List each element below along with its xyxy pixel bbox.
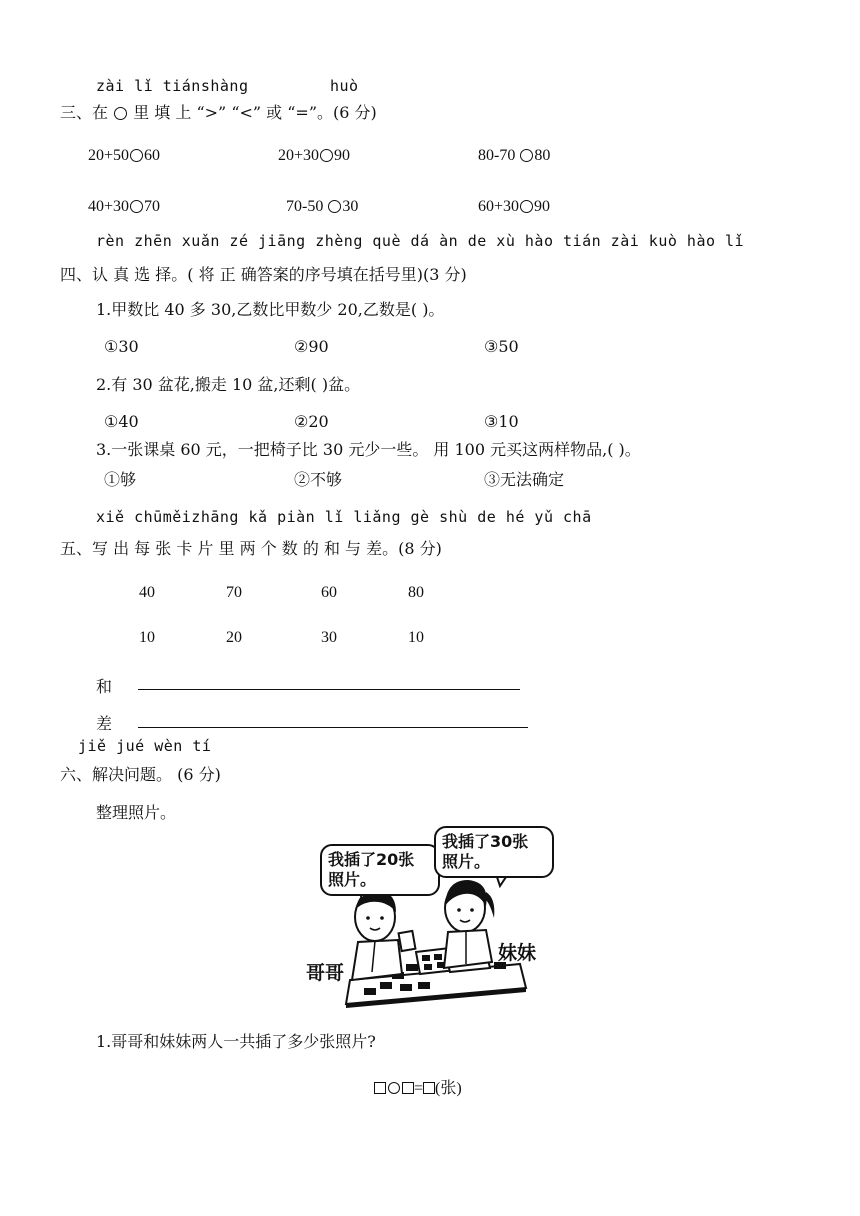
section6-intro: 整理照片。 xyxy=(96,803,177,822)
card-2-top: 70 xyxy=(226,584,242,601)
option-2b[interactable]: ②20 xyxy=(294,412,329,431)
diff-answer-line[interactable] xyxy=(138,727,528,728)
card-4-bottom: 10 xyxy=(408,629,424,646)
sum-answer-line[interactable] xyxy=(138,689,520,690)
bubble-right-line-2: 照片。 xyxy=(442,852,491,871)
answer-circle[interactable] xyxy=(130,200,143,213)
label-sister: 妹妹 xyxy=(498,942,537,964)
label-brother: 哥哥 xyxy=(306,962,345,984)
compare-problem-1: 20+50 60 xyxy=(88,147,161,164)
option-3a[interactable]: ①够 xyxy=(104,470,137,489)
bubble-left-line-2: 照片。 xyxy=(328,870,377,889)
answer-equation xyxy=(374,1075,462,1098)
section6-heading: 六、解决问题。 (6 分) xyxy=(60,765,221,784)
answer-circle[interactable] xyxy=(328,200,341,213)
answer-circle[interactable] xyxy=(520,200,533,213)
section5-pinyin: xiě chūměizhāng kǎ piàn lǐ liǎng gè shù de hé yǔ chā xyxy=(96,508,592,526)
question-2: 2.有 30 盆花,搬走 10 盆,还剩( )盆。 xyxy=(96,375,361,394)
option-1b[interactable]: ②90 xyxy=(294,337,329,356)
section3-pinyin-a: zài lǐ tiánshàng xyxy=(96,77,249,95)
answer-circle[interactable] xyxy=(520,149,533,162)
circle-icon xyxy=(114,107,127,120)
option-1a[interactable]: ①30 xyxy=(104,337,139,356)
speech-bubble-right xyxy=(434,826,554,878)
operator-circle[interactable] xyxy=(388,1082,400,1094)
sum-label: 和 xyxy=(96,677,113,696)
photo-sorting-illustration xyxy=(300,822,560,1010)
card-2-bottom: 20 xyxy=(226,629,242,646)
question-3: 3.一张课桌 60 元，一把椅子比 30 元少一些。 用 100 元买这两样物品,( )。 xyxy=(96,440,641,459)
speech-bubble-left xyxy=(320,844,440,896)
section4-pinyin: rèn zhēn xuǎn zé jiāng zhèng què dá àn de xù hào tián zài kuò hào lǐ xyxy=(96,232,745,250)
section3-heading-suffix: 里 填 上 “>” “<” 或 “=”。(6 分) xyxy=(133,103,377,122)
option-2c[interactable]: ③10 xyxy=(484,412,519,431)
option-1c[interactable]: ③50 xyxy=(484,337,519,356)
answer-circle[interactable] xyxy=(320,149,333,162)
compare-problem-6: 60+30 90 xyxy=(478,198,551,215)
option-2a[interactable]: ①40 xyxy=(104,412,139,431)
section4-heading: 四、认 真 选 择。( 将 正 确答案的序号填在括号里)(3 分) xyxy=(60,265,467,284)
answer-circle[interactable] xyxy=(130,149,143,162)
card-3-bottom: 30 xyxy=(321,629,337,646)
bubble-right-line-1: 我插了30张 xyxy=(442,832,529,851)
card-1-bottom: 10 xyxy=(139,629,155,646)
option-3b[interactable]: ②不够 xyxy=(294,470,343,489)
section3-heading-prefix: 三、在 xyxy=(60,103,109,122)
diff-label: 差 xyxy=(96,714,113,733)
section3-pinyin-b: huò xyxy=(330,77,359,95)
card-4-top: 80 xyxy=(408,584,424,601)
answer-box-2[interactable] xyxy=(402,1082,414,1094)
section3-heading xyxy=(60,100,377,123)
card-1-top: 40 xyxy=(139,584,155,601)
compare-problem-2: 20+30 90 xyxy=(278,147,351,164)
option-3c[interactable]: ③无法确定 xyxy=(484,470,565,489)
compare-problem-4: 40+30 70 xyxy=(88,198,161,215)
answer-unit: (张) xyxy=(435,1080,462,1097)
section5-heading: 五、写 出 每 张 卡 片 里 两 个 数 的 和 与 差。(8 分) xyxy=(60,539,442,558)
question6-1: 1.哥哥和妹妹两人一共插了多少张照片? xyxy=(96,1032,376,1051)
compare-problem-5: 70-50 30 xyxy=(286,198,359,215)
equals-sign: = xyxy=(414,1080,424,1097)
compare-problem-3: 80-70 80 xyxy=(478,147,551,164)
question-1: 1.甲数比 40 多 30,乙数比甲数少 20,乙数是( )。 xyxy=(96,300,445,319)
section6-pinyin: jiě jué wèn tí xyxy=(78,737,212,755)
answer-box-result[interactable] xyxy=(423,1082,435,1094)
answer-box-1[interactable] xyxy=(374,1082,386,1094)
bubble-left-line-1: 我插了20张 xyxy=(328,850,415,869)
card-3-top: 60 xyxy=(321,584,337,601)
